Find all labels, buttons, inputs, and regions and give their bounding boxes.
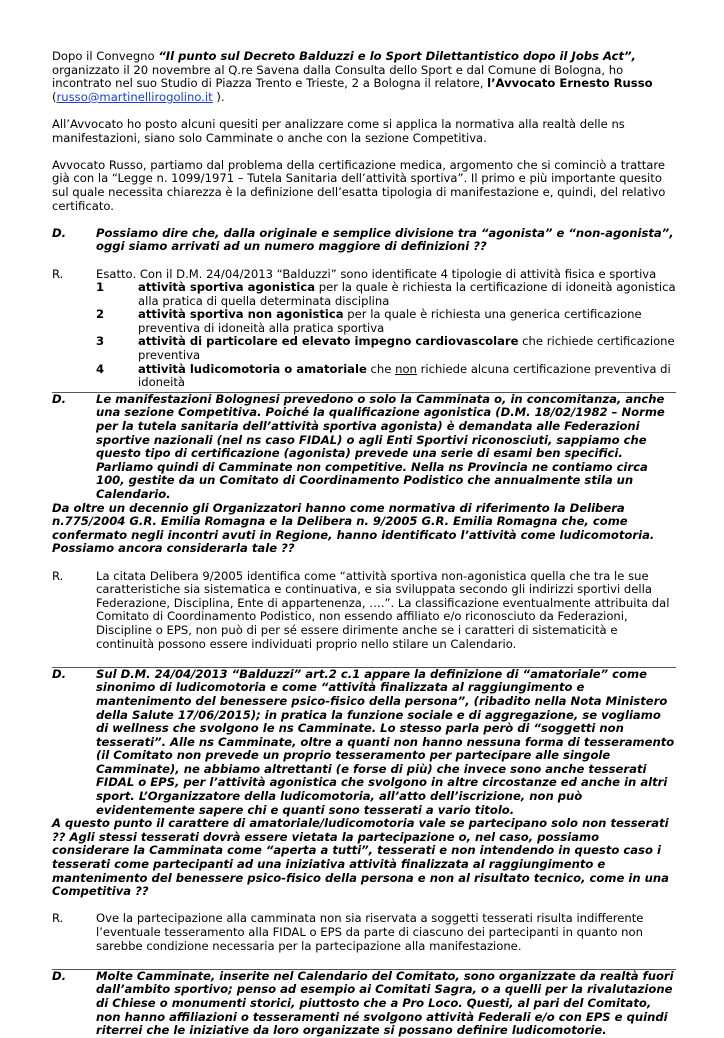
question-text: Le manifestazioni Bolognesi prevedono o solo la Camminata o, in concomitanza, anche una sezione Competitiva. Poiché la qualificazione agonistica (D.M. 18/02/1982 – Norme per la tutela sanitaria dell’attività sportiva agonista) è demandata alle Federazioni sportive nazionali (nel ns caso FIDAL) o agli Enti Sportivi riconosciuti, sappiamo che questo tipo di certificazione (agonista) prevede una serie di esami ben specifici. Parliamo quindi di Camminate non competitive. Nella ns Provincia ne contiamo circa 100, gestite da un Comitato di Coordinamento Podistico che annualmente stila un Calendario. (96, 391, 665, 501)
list-bold: attività sportiva non agonistica (138, 307, 344, 322)
question-4 (52, 970, 676, 1038)
list-rest: che (366, 361, 396, 376)
answer-label: R. (52, 911, 64, 926)
answer-label: R. (52, 568, 64, 583)
question-label: D. (52, 968, 67, 983)
list-item (96, 281, 676, 308)
email-link[interactable]: russo@martinellirogolino.it (56, 89, 213, 104)
question-3 (52, 668, 676, 818)
intro-paragraph-1 (52, 50, 676, 104)
answer-1 (52, 268, 676, 282)
lawyer-name: l’Avvocato Ernesto Russo (487, 76, 653, 91)
question-text: Possiamo dire che, dalla originale e semplice divisione tra “agonista” e “non-agonista”, oggi siamo arrivati ad un numero maggiore di definizioni ?? (96, 225, 674, 254)
question-label: D. (52, 391, 67, 406)
list-number: 2 (96, 307, 105, 322)
list-item (96, 308, 676, 335)
paren-open: ( (52, 89, 57, 104)
answer-2 (52, 570, 676, 652)
list-item (96, 363, 676, 390)
document-page (52, 50, 676, 1038)
list-bold: attività di particolare ed elevato impegno cardiovascolare (138, 334, 519, 349)
question-label: D. (52, 666, 67, 681)
list-bold: attività sportiva agonistica (138, 280, 316, 295)
question-2 (52, 393, 676, 502)
answer-text: Esatto. Con il D.M. 24/04/2013 “Balduzzi” sono identificate 4 tipologie di attività fisica e sportiva (96, 266, 657, 281)
list-rest: per la quale è richiesta la certificazione di idoneità agonistica alla pratica di quella determinata disciplina (138, 280, 676, 308)
underlined-word: non (395, 361, 417, 376)
list-rest: per la quale è richiesta una generica certificazione preventiva di idoneità alla pratica sportiva (138, 307, 642, 335)
answer-text: La citata Delibera 9/2005 identifica come “attività sportiva non-agonistica quella che tra le sue caratteristiche sia sistematica e continuativa, e sia sviluppata secondo gli indirizzi sportivi della Federazione, Disciplina, Ente di appartenenza, ….”. La classificazione eventualmente attribuita dal Comitato di Coordinamento Podistico, non essendo affiliato e/o riconosciuto da Federazioni, Discipline o EPS, non può di per sé essere dirimente anche se i caratteri di sistematicità e continuità possono essere individuati proprio nello stilare un Calendario. (96, 568, 670, 651)
answer-text: Ove la partecipazione alla camminata non sia riservata a soggetti tesserati risulta indifferente l’eventuale tesseramento alla FIDAL o EPS da parte di ciascuno dei partecipanti in quanto non sarebbe condizione necessaria per la partecipazione alla manifestazione. (96, 911, 644, 953)
intro-text-2: organizzato il 20 novembre al Q.re Savena dalla Consulta dello Sport e dal Comune di Bologna, ho incontrato nel suo Studio di Piazza Trento e Trieste, 2 a Bologna il relatore, (52, 62, 624, 91)
question-1 (52, 227, 676, 254)
activity-list (96, 281, 676, 390)
answer-3 (52, 912, 676, 953)
question-label: D. (52, 225, 67, 240)
intro-paragraph-3: Avvocato Russo, partiamo dal problema della certificazione medica, argomento che si cominciò a trattare già con la “Legge n. 1099/1971 – Tutela Sanitaria dell’attività sportiva”. Il primo e più importante quesito sul quale necessita chiarezza è la definizione dell’esatta tipologia di manifestazione e, quindi, del relativo certificato. (52, 157, 666, 213)
list-bold: attività ludicomotoria o amatoriale (138, 361, 367, 376)
question-text-continued: A questo punto il carattere di amatoriale/ludicomotoria vale se partecipano solo non tesserati ?? Agli stessi tesserati dovrà essere vietata la partecipazione o, nel caso, possiamo considerare la Camminata come “aperta a tutti”, tesserati e non intendendo in questo caso i tesserati come partecipanti ad una iniziativa attività finalizzata al raggiungimento e mantenimento del benessere psico-fisico della persona e non al risultato tecnico, come in una Competitiva ?? (52, 816, 669, 899)
answer-label: R. (52, 266, 64, 281)
convegno-title: “Il punto sul Decreto Balduzzi e lo Sport Dilettantistico dopo il Jobs Act”, (158, 49, 636, 63)
intro-paragraph-2: All’Avvocato ho posto alcuni quesiti per analizzare come si applica la normativa alla realtà delle ns manifestazioni, siano solo Camminate o anche con la sezione Competitiva. (52, 116, 625, 145)
list-number: 1 (96, 280, 105, 295)
list-number: 3 (96, 334, 105, 349)
list-item (96, 335, 676, 362)
question-text: Molte Camminate, inserite nel Calendario del Comitato, sono organizzate da realtà fuori dall’ambito sportivo; penso ad esempio ai Comitati Sagra, o a quelli per la rivalutazione di Chiese o monumenti storici, piuttosto che a Pro Loco. Questi, al pari del Comitato, non hanno affiliazioni o tesseramenti né svolgono attività Federali e/o con EPS e quindi riterrei che le iniziative da loro organizzate si possano definire ludicomotorie. (96, 968, 674, 1038)
question-text: Sul D.M. 24/04/2013 “Balduzzi” art.2 c.1 appare la definizione di “amatoriale” come sinonimo di ludicomotoria e come “attività finalizzata al raggiungimento e mantenimento del benessere psico-fisico della persona”, (ribadito nella Nota Ministero della Salute 17/06/2015); in pratica la funzione sociale e di aggregazione, se vogliamo di wellness che svolgono le ns Camminate. Lo stesso parla però di “soggetti non tesserati”. Alle ns Camminate, oltre a quanti non hanno nessuna forma di tesseramento (il Comitato non prevede un proprio tesseramento per partecipare alle singole Camminate), ne abbiamo altrettanti (e forse di più) che invece sono anche tesserati FIDAL o EPS, per l’attività agonistica che svolgono in altre circostanze ed anche in altri sport. L’Organizzatore della ludicomotoria, all’atto dell’iscrizione, non può evidentemente sapere chi e quanti sono tesserati a vario titolo. (96, 666, 675, 817)
paren-close: ). (212, 89, 225, 104)
list-rest: che richiede certificazione preventiva (138, 334, 675, 363)
intro-text: Dopo il Convegno (52, 49, 159, 63)
list-number: 4 (96, 361, 105, 376)
list-rest-2: richiede alcuna certificazione preventiva di idoneità (138, 361, 671, 390)
question-text-continued: Da oltre un decennio gli Organizzatori hanno come normativa di riferimento la Delibera n.775/2004 G.R. Emilia Romagna e la Delibera n. 9/2005 G.R. Emilia Romagna che, come confermato negli incontri avuti in Regione, hanno identificato l’attività come ludicomotoria. Possiamo ancora considerarla tale ?? (52, 500, 655, 556)
